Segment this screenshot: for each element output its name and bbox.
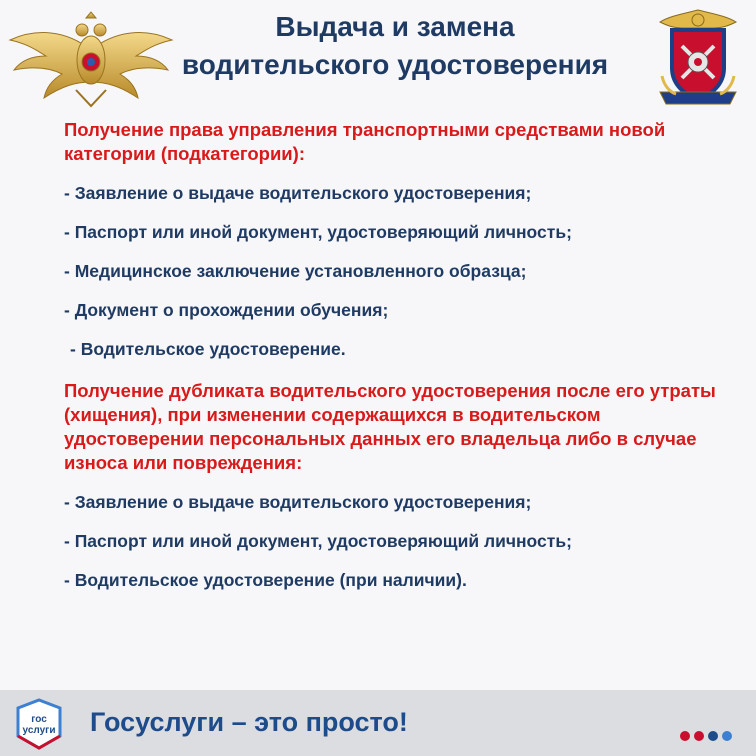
slogan: Госуслуги – это просто!: [90, 707, 408, 737]
dot-1: [680, 731, 690, 741]
dot-3: [708, 731, 718, 741]
gosuslugi-logo-icon: [10, 698, 68, 750]
footer-bar: [0, 690, 756, 756]
title-line-2: водительского удостоверения: [181, 49, 609, 80]
logo-text-line-1: гос: [31, 714, 47, 725]
section-1-heading: Получение права управления транспортными средствами новой категории (подкатегории):: [64, 119, 666, 164]
list-item: - Заявление о выдаче водительского удостоверения;: [64, 183, 532, 203]
dot-4: [722, 731, 732, 741]
section-1-list: [64, 181, 744, 361]
list-item: - Паспорт или иной документ, удостоверяющий личность;: [64, 222, 572, 242]
section-2-heading: Получение дубликата водительского удостоверения после его утраты (хищения), при изменении содержащихся в водительском удостоверении персональных данных его владельца либо в случае износа или повреждения:: [64, 380, 716, 473]
content-area: [64, 118, 744, 592]
logo-text-line-2: услуги: [22, 725, 56, 736]
section-2-list: [64, 490, 744, 592]
traffic-police-emblem-icon: [652, 6, 744, 108]
list-item: - Заявление о выдаче водительского удостоверения;: [64, 492, 532, 512]
page-dots: [680, 728, 736, 740]
mvd-double-headed-eagle-icon: [6, 10, 176, 110]
list-item: - Водительское удостоверение (при наличии).: [64, 570, 467, 590]
list-item: - Водительское удостоверение.: [70, 339, 346, 359]
list-item: - Медицинское заключение установленного образца;: [64, 261, 527, 281]
list-item: - Документ о прохождении обучения;: [64, 300, 389, 320]
title-line-1: Выдача и замена: [275, 11, 515, 42]
page-title: [150, 8, 640, 84]
section-gap: [64, 361, 744, 379]
list-item: - Паспорт или иной документ, удостоверяющий личность;: [64, 531, 572, 551]
dot-2: [694, 731, 704, 741]
